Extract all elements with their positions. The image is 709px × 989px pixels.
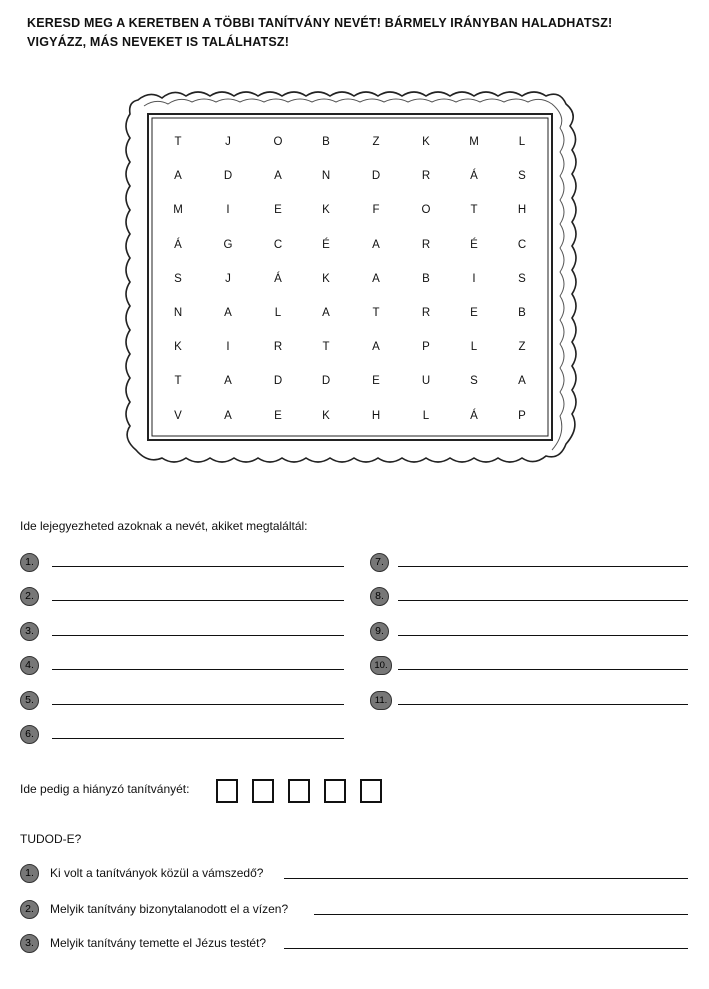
answer-line[interactable] — [398, 704, 688, 705]
grid-letter: A — [322, 307, 330, 319]
answer-line[interactable] — [52, 566, 344, 567]
answer-line[interactable] — [398, 600, 688, 601]
grid-letter: B — [422, 272, 430, 285]
grid-letter: É — [470, 238, 478, 251]
grid-letter: K — [322, 409, 330, 422]
instructions — [27, 14, 612, 52]
grid-letter: D — [223, 170, 233, 183]
grid-letter: A — [372, 272, 380, 285]
grid-letter: P — [422, 341, 430, 354]
grid-letter: R — [273, 341, 283, 354]
quiz-number-badge: 2. — [20, 900, 39, 919]
grid-letter: E — [372, 375, 380, 388]
grid-letter: M — [469, 136, 479, 148]
quiz-answer-line[interactable] — [284, 878, 688, 879]
grid-letter: K — [322, 272, 330, 285]
instruction-line-2: VIGYÁZZ, MÁS NEVEKET IS TALÁLHATSZ! — [27, 35, 290, 49]
quiz-number-badge: 1. — [20, 864, 39, 883]
answer-line[interactable] — [52, 738, 344, 739]
grid-letter: T — [174, 136, 182, 148]
grid-letter: E — [274, 204, 282, 217]
grid-letter: O — [273, 136, 283, 148]
grid-letter: J — [225, 272, 231, 285]
grid-letter: A — [224, 307, 232, 319]
grid-letter: I — [472, 272, 476, 285]
grid-letter: F — [372, 204, 380, 217]
grid-letter: I — [226, 341, 230, 354]
grid-letter: B — [322, 136, 330, 148]
answer-number-badge: 11. — [370, 691, 392, 710]
answer-number-badge: 7. — [370, 553, 389, 572]
quiz-heading: TUDOD-E? — [20, 832, 82, 846]
grid-letter: T — [174, 375, 182, 388]
grid-letter: N — [173, 307, 183, 319]
grid-letter: C — [517, 238, 527, 251]
grid-letter: É — [322, 238, 330, 251]
missing-prompt: Ide pedig a hiányzó tanítványét: — [20, 782, 190, 796]
grid-letter: Á — [470, 170, 478, 183]
grid-letter: E — [274, 409, 282, 422]
answer-line[interactable] — [52, 635, 344, 636]
quiz-answer-line[interactable] — [284, 948, 688, 949]
answer-number-badge: 9. — [370, 622, 389, 641]
answer-line[interactable] — [52, 704, 344, 705]
grid-letter: P — [518, 409, 526, 422]
answer-number-badge: 2. — [20, 587, 39, 606]
letter-box[interactable] — [324, 779, 346, 803]
grid-letter: L — [422, 409, 430, 422]
grid-letter: S — [518, 272, 526, 285]
grid-letter: I — [226, 204, 230, 217]
grid-letter: D — [273, 375, 283, 388]
instruction-line-1: KERESD MEG A KERETBEN A TÖBBI TANÍTVÁNY NEVÉT! BÁRMELY IRÁNYBAN HALADHATSZ! — [27, 16, 613, 30]
grid-letter: S — [470, 375, 478, 388]
grid-letter: R — [421, 170, 431, 183]
quiz-question: Ki volt a tanítványok közül a vámszedő? — [50, 866, 264, 880]
grid-letter: R — [421, 238, 431, 251]
grid-letter: A — [174, 170, 182, 183]
grid-letter: R — [421, 307, 431, 319]
answer-number-badge: 4. — [20, 656, 39, 675]
grid-letter: G — [223, 238, 233, 251]
grid-letter: Z — [518, 341, 526, 354]
grid-letter: L — [470, 341, 478, 354]
letter-box[interactable] — [216, 779, 238, 803]
answer-number-badge: 8. — [370, 587, 389, 606]
grid-letter: D — [321, 375, 331, 388]
answer-number-badge: 1. — [20, 553, 39, 572]
grid-letter: N — [321, 170, 331, 183]
quiz-number-badge: 3. — [20, 934, 39, 953]
answer-number-badge: 3. — [20, 622, 39, 641]
grid-letter: A — [274, 170, 282, 183]
answer-line[interactable] — [398, 635, 688, 636]
grid-letter: K — [422, 136, 430, 148]
grid-letter: V — [174, 409, 182, 422]
answer-line[interactable] — [398, 669, 688, 670]
answer-line[interactable] — [398, 566, 688, 567]
grid-letter: C — [273, 238, 283, 251]
answer-number-badge: 10. — [370, 656, 392, 675]
grid-letter: B — [518, 307, 526, 319]
grid-letter: D — [371, 170, 381, 183]
grid-letter: L — [274, 307, 282, 319]
grid-letter: A — [224, 409, 232, 422]
quiz-answer-line[interactable] — [314, 914, 688, 915]
grid-letter: O — [421, 204, 431, 217]
grid-letter: H — [517, 204, 527, 217]
grid-letter: A — [372, 341, 380, 354]
answer-line[interactable] — [52, 669, 344, 670]
letter-box[interactable] — [252, 779, 274, 803]
word-search-grid — [152, 118, 548, 436]
record-prompt: Ide lejegyezheted azoknak a nevét, akiket megtaláltál: — [20, 519, 308, 533]
grid-letter: A — [372, 238, 380, 251]
grid-letter: H — [371, 409, 381, 422]
grid-letter: T — [372, 307, 380, 319]
letter-box[interactable] — [288, 779, 310, 803]
grid-letter: S — [518, 170, 526, 183]
quiz-question: Melyik tanítvány temette el Jézus testét? — [50, 936, 267, 950]
grid-letter: Á — [174, 238, 182, 251]
grid-letter: Z — [372, 136, 380, 148]
grid-letter: A — [518, 375, 526, 388]
grid-letter: Á — [274, 272, 282, 285]
grid-letter: L — [518, 136, 526, 148]
grid-letter: T — [470, 204, 478, 217]
grid-letter: U — [421, 375, 431, 388]
grid-letter: M — [173, 204, 183, 217]
grid-letter: Á — [470, 409, 478, 422]
grid-letter: E — [470, 307, 478, 319]
answer-number-badge: 6. — [20, 725, 39, 744]
grid-letter: A — [224, 375, 232, 388]
grid-letter: T — [322, 341, 330, 354]
quiz-question: Melyik tanítvány bizonytalanodott el a vízen? — [50, 902, 289, 916]
answer-number-badge: 5. — [20, 691, 39, 710]
answer-line[interactable] — [52, 600, 344, 601]
grid-letter: K — [174, 341, 182, 354]
grid-letter: K — [322, 204, 330, 217]
letter-box[interactable] — [360, 779, 382, 803]
grid-letter: J — [225, 136, 231, 148]
grid-letter: S — [174, 272, 182, 285]
